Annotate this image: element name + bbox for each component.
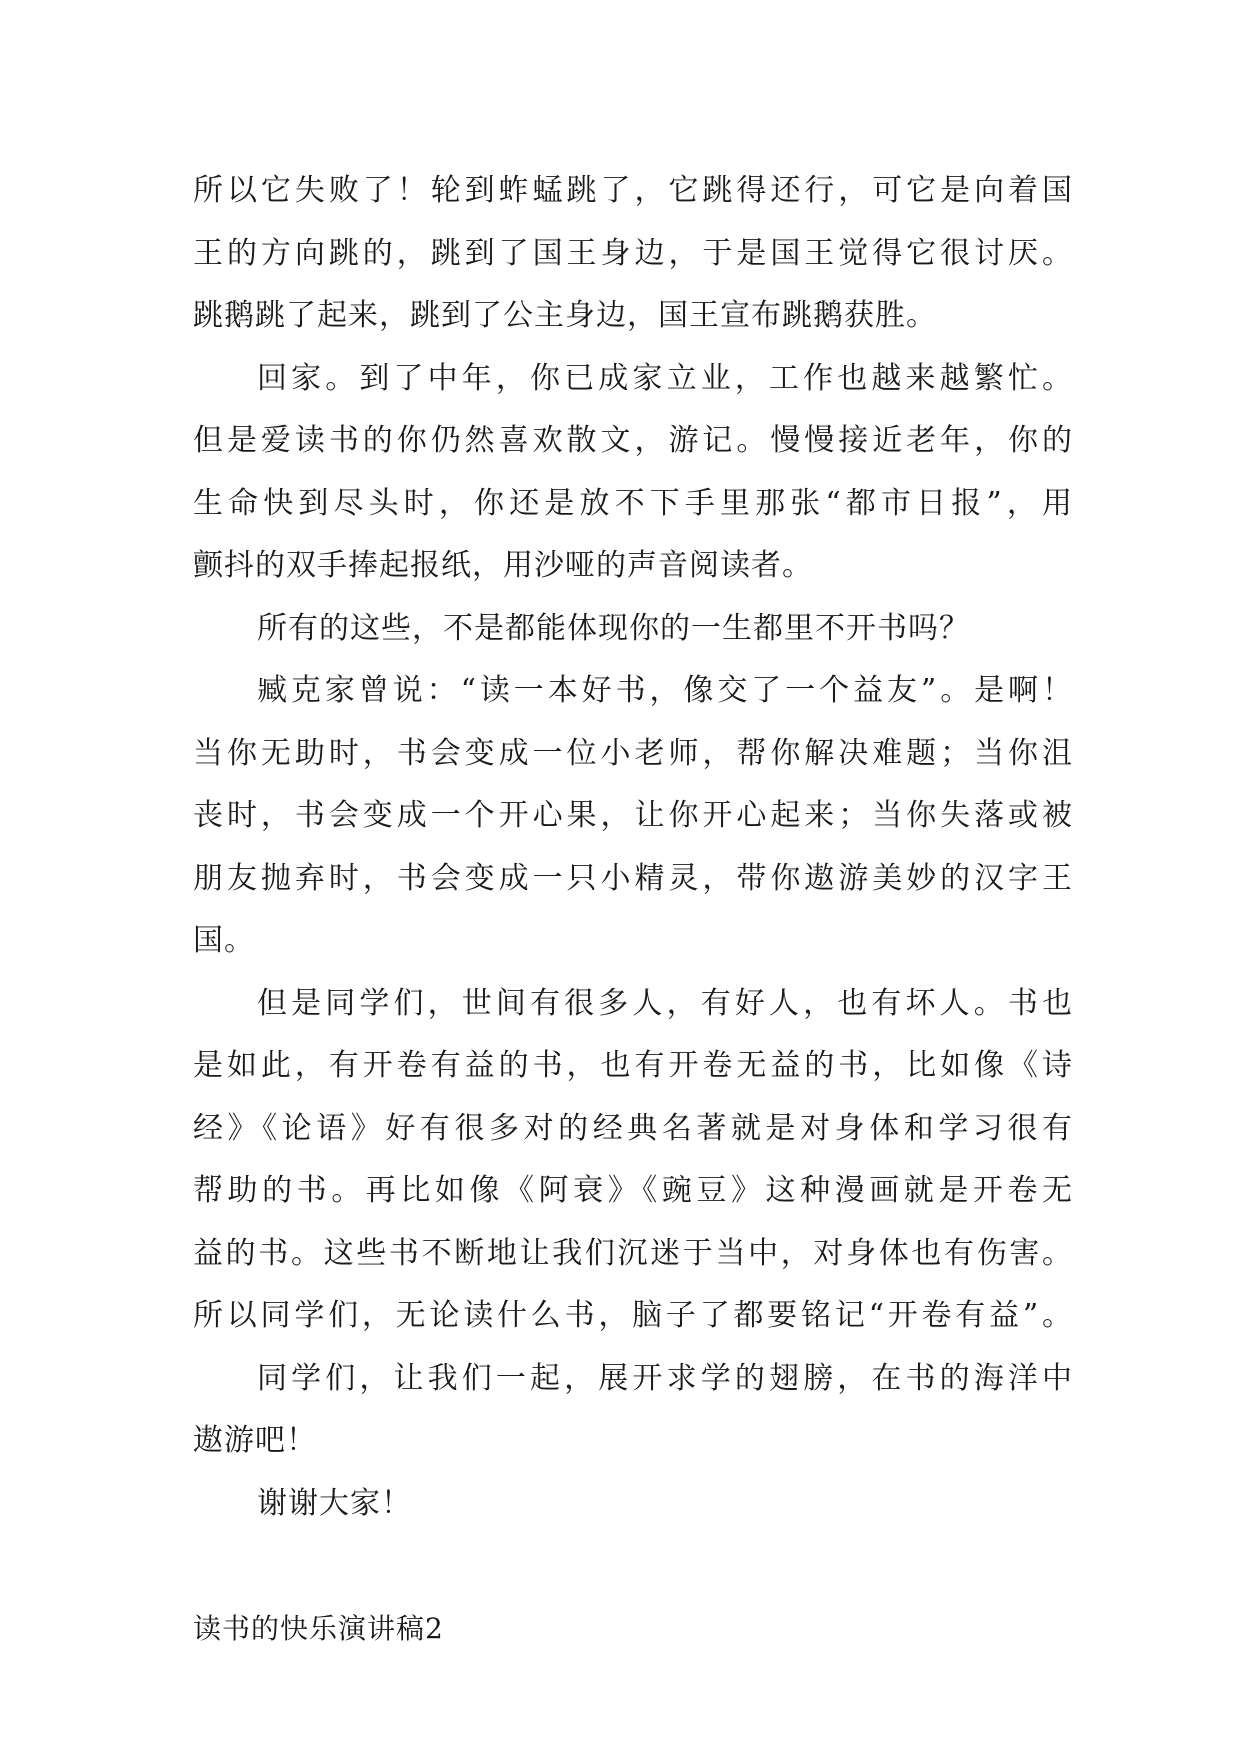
- paragraph-line: 生命快到尽头时，你还是放不下手里那张“都市日报”，用: [193, 485, 1073, 521]
- paragraph-line: 是如此，有开卷有益的书，也有开卷无益的书，比如像《诗: [193, 1048, 1073, 1083]
- paragraph-line: 益的书。这些书不断地让我们沉迷于当中，对身体也有伤害。: [193, 1235, 1073, 1271]
- paragraph-line: 所有的这些，不是都能体现你的一生都里不开书吗？: [257, 610, 970, 646]
- paragraph-line: 遨游吧！: [193, 1423, 317, 1458]
- paragraph-line: 国。: [193, 923, 255, 958]
- paragraph-line: 王的方向跳的，跳到了国王身边，于是国王觉得它很讨厌。: [193, 235, 1073, 271]
- paragraph-line: 回家。到了中年，你已成家立业，工作也越来越繁忙。: [257, 360, 1073, 396]
- paragraph-line: 但是爱读书的你仍然喜欢散文，游记。慢慢接近老年，你的: [193, 423, 1073, 458]
- paragraph-line: 丧时，书会变成一个开心果，让你开心起来；当你失落或被: [193, 798, 1073, 833]
- document-page: [193, 160, 1073, 1660]
- paragraph-line: 朋友抛弃时，书会变成一只小精灵，带你遨游美妙的汉字王: [193, 860, 1073, 896]
- paragraph-line: 颤抖的双手捧起报纸，用沙哑的声音阅读者。: [193, 548, 813, 583]
- section-spacer: [193, 1535, 1073, 1598]
- paragraph-line: 臧克家曾说：“读一本好书，像交了一个益友”。是啊！: [257, 673, 1073, 708]
- section-heading: 读书的快乐演讲稿2: [193, 1611, 444, 1645]
- paragraph-line: 谢谢大家！: [257, 1485, 412, 1521]
- paragraph-line: 同学们，让我们一起，展开求学的翅膀，在书的海洋中: [257, 1360, 1073, 1396]
- paragraph-line: 跳鹅跳了起来，跳到了公主身边，国王宣布跳鹅获胜。: [193, 298, 937, 333]
- paragraph-line: 帮助的书。再比如像《阿衰》《豌豆》这种漫画就是开卷无: [193, 1173, 1073, 1208]
- paragraph-line: 所以同学们，无论读什么书，脑子了都要铭记“开卷有益”。: [193, 1298, 1073, 1333]
- paragraph-line: 经》《论语》好有很多对的经典名著就是对身体和学习很有: [193, 1110, 1073, 1146]
- paragraph-line: 当你无助时，书会变成一位小老师，帮你解决难题；当你沮: [193, 735, 1073, 771]
- paragraph-line: 所以它失败了！轮到蚱蜢跳了，它跳得还行，可它是向着国: [193, 173, 1073, 208]
- paragraph-line: 但是同学们，世间有很多人，有好人，也有坏人。书也: [257, 985, 1073, 1021]
